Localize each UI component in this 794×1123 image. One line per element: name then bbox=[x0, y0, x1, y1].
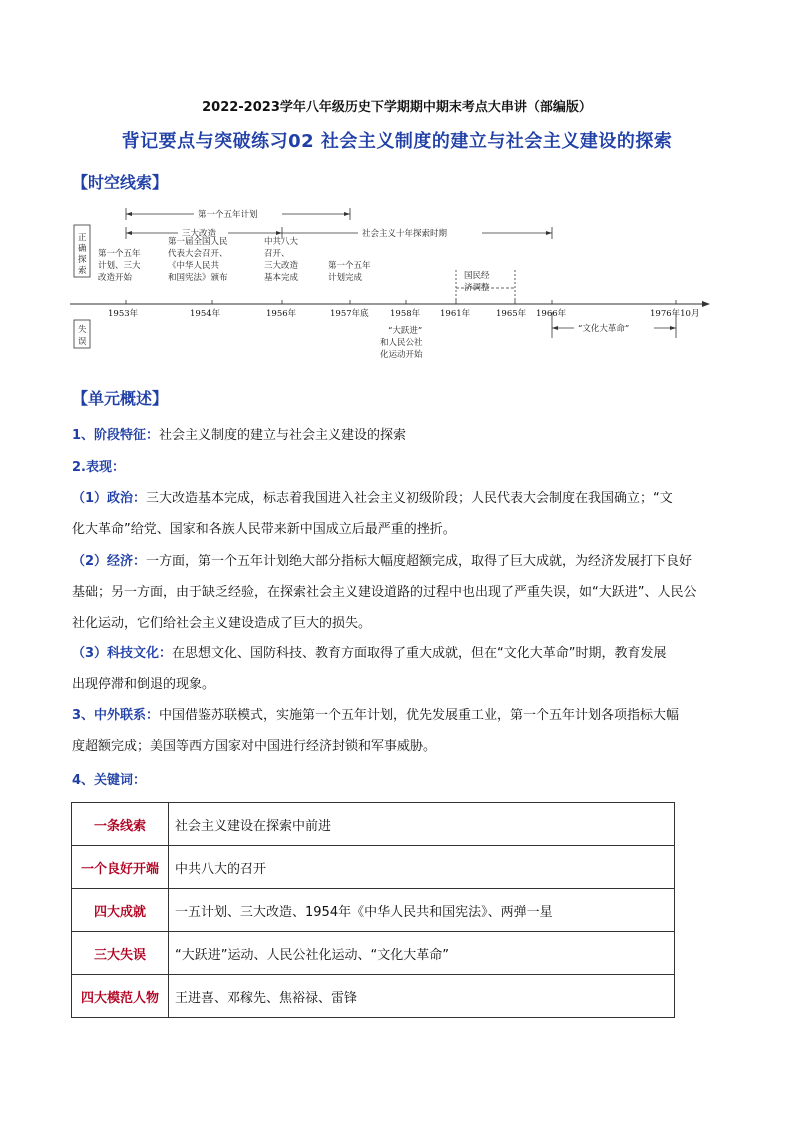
event-1954 bbox=[168, 236, 228, 283]
overview-heading: 【单元概述】 bbox=[72, 389, 169, 408]
year-label: 1966年 bbox=[536, 309, 567, 319]
keyword-value: 社会主义建设在探索中前进 bbox=[169, 803, 675, 846]
year-label: 1976年10月 bbox=[650, 309, 700, 319]
stage-feature: 1、阶段特征：社会主义制度的建立与社会主义建设的探索 bbox=[72, 428, 407, 443]
timeline-heading: 【时空线索】 bbox=[72, 173, 169, 192]
keyword-value: 王进喜、邓稼先、焦裕禄、雷锋 bbox=[169, 975, 675, 1018]
document-kicker: 2022-2023学年八年级历史下学期期中期末考点大串讲（部编版） bbox=[202, 100, 592, 115]
svg-text:和人民公社: 和人民公社 bbox=[380, 338, 423, 348]
side-label-correct-4: 索 bbox=[78, 266, 87, 276]
span-label-adjustment-1: 国民经 bbox=[464, 271, 490, 281]
table-row bbox=[72, 803, 675, 846]
event-1956 bbox=[264, 236, 299, 283]
year-label: 1954年 bbox=[190, 309, 221, 319]
keyword-key: 四大模范人物 bbox=[72, 975, 169, 1018]
svg-text:三大改造: 三大改造 bbox=[264, 261, 299, 271]
span-label-five-year: 第一个五年计划 bbox=[198, 210, 258, 220]
span-label-adjustment-2: 济调整 bbox=[464, 283, 490, 293]
year-label: 1956年 bbox=[266, 309, 297, 319]
table-row bbox=[72, 932, 675, 975]
svg-text:化运动开始: 化运动开始 bbox=[380, 350, 423, 360]
event-1953 bbox=[98, 248, 141, 283]
svg-text:基本完成: 基本完成 bbox=[264, 273, 299, 283]
keyword-value: 中共八大的召开 bbox=[169, 846, 675, 889]
svg-text:第一届全国人民: 第一届全国人民 bbox=[168, 237, 228, 247]
keyword-value: “大跃进”运动、人民公社化运动、“文化大革命” bbox=[169, 932, 675, 975]
keyword-key: 三大失误 bbox=[72, 932, 169, 975]
svg-text:中共八大: 中共八大 bbox=[264, 237, 299, 247]
foreign-relations-paragraph: 3、中外联系：中国借鉴苏联模式，实施第一个五年计划，优先发展重工业，第一个五年计划各项指标大幅 度超额完成；美国等西方国家对中国进行经济封锁和军事威胁。 bbox=[72, 708, 680, 754]
svg-text:代表大会召开、: 代表大会召开、 bbox=[168, 249, 228, 259]
keyword-key: 一条线索 bbox=[72, 803, 169, 846]
document-title: 背记要点与突破练习02 社会主义制度的建立与社会主义建设的探索 bbox=[121, 131, 673, 152]
side-label-correct-2: 确 bbox=[78, 244, 87, 254]
svg-text:计划完成: 计划完成 bbox=[328, 273, 363, 283]
svg-text:改造开始: 改造开始 bbox=[98, 273, 133, 283]
svg-text:第一个五年: 第一个五年 bbox=[98, 249, 141, 259]
keywords-label: 4、关键词： bbox=[72, 773, 147, 788]
side-label-mistake-2: 误 bbox=[78, 337, 87, 347]
keyword-key: 一个良好开端 bbox=[72, 846, 169, 889]
side-label-correct-3: 探 bbox=[78, 255, 87, 265]
svg-text:计划、三大: 计划、三大 bbox=[98, 261, 141, 271]
span-label-cultural-revolution: “文化大革命” bbox=[578, 324, 630, 334]
svg-text:“大跃进”: “大跃进” bbox=[388, 326, 423, 336]
svg-text:召开、: 召开、 bbox=[264, 249, 290, 259]
span-label-three-reforms: 三大改造 bbox=[182, 229, 217, 239]
keyword-value: 一五计划、三大改造、1954年《中华人民共和国宪法》、两弹一星 bbox=[169, 889, 675, 932]
event-1957 bbox=[328, 260, 371, 283]
timeline-diagram bbox=[70, 200, 720, 370]
table-row bbox=[72, 889, 675, 932]
year-label: 1958年 bbox=[390, 309, 421, 319]
performance-label: 2.表现： bbox=[72, 460, 125, 475]
politics-paragraph: （1）政治：三大改造基本完成，标志着我国进入社会主义初级阶段；人民代表大会制度在我国确立；“文 化大革命”给党、国家和各族人民带来新中国成立后最严重的挫折。 bbox=[72, 491, 673, 537]
keywords-table bbox=[71, 802, 675, 1018]
year-label: 1953年 bbox=[108, 309, 139, 319]
side-label-correct-1: 正 bbox=[78, 233, 87, 243]
svg-text:第一个五年: 第一个五年 bbox=[328, 261, 371, 271]
span-label-ten-year: 社会主义十年探索时期 bbox=[362, 229, 448, 239]
culture-paragraph: （3）科技文化：在思想文化、国防科技、教育方面取得了重大成就，但在“文化大革命”时期，教育发展 出现停滞和倒退的现象。 bbox=[72, 646, 667, 692]
svg-text:和国宪法》颁布: 和国宪法》颁布 bbox=[168, 273, 228, 283]
economy-paragraph: （2）经济：一方面，第一个五年计划绝大部分指标大幅度超额完成，取得了巨大成就，为经济发展打下良好 基础；另一方面，由于缺乏经验，在探索社会主义建设道路的过程中也出现了严重失误，如“大跃进”、人民公 社化运动，它们给社会主义建设造成了巨大的损失。 bbox=[72, 554, 697, 631]
table-row bbox=[72, 975, 675, 1018]
keyword-key: 四大成就 bbox=[72, 889, 169, 932]
svg-text:《中华人民共: 《中华人民共 bbox=[168, 261, 220, 271]
table-row bbox=[72, 846, 675, 889]
year-label: 1957年底 bbox=[330, 309, 369, 319]
year-label: 1961年 bbox=[440, 309, 471, 319]
side-label-mistake-1: 失 bbox=[78, 325, 87, 335]
event-1958 bbox=[380, 325, 423, 360]
year-label: 1965年 bbox=[496, 309, 527, 319]
